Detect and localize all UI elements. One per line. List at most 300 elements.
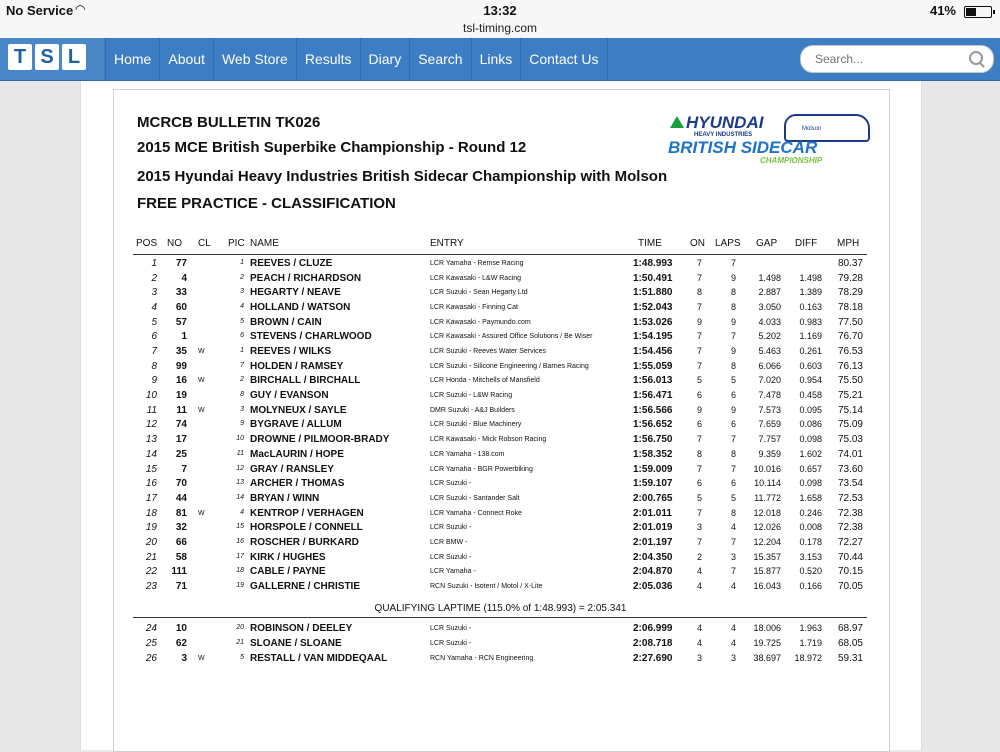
cell-laps: 6 <box>730 390 736 401</box>
cell-pic: 15 <box>236 523 244 531</box>
cell-gap: 6.066 <box>758 360 781 371</box>
cell-laps: 8 <box>730 448 736 459</box>
cell-time: 2:01.197 <box>633 536 673 548</box>
table-row <box>0 638 1000 653</box>
cell-mph: 75.09 <box>837 419 863 431</box>
cell-on: 3 <box>696 652 702 663</box>
cell-mph: 77.50 <box>837 316 863 328</box>
tsl-logo[interactable] <box>0 38 104 80</box>
cell-entry: LCR Suzuki - Santander Salt <box>430 494 520 502</box>
cell-no: 33 <box>175 287 187 299</box>
cell-no: 3 <box>181 652 187 664</box>
cell-on: 7 <box>696 360 702 371</box>
cell-name: REEVES / WILKS <box>250 346 332 358</box>
table-row <box>0 449 1000 464</box>
cell-pic: 7 <box>240 361 244 369</box>
cell-laps: 7 <box>730 463 736 474</box>
cell-mph: 72.27 <box>837 536 863 548</box>
cell-pos: 5 <box>151 316 157 328</box>
cell-gap: 2.887 <box>758 287 781 298</box>
cell-pos: 9 <box>151 375 157 387</box>
cell-name: RESTALL / VAN MIDDEQAAL <box>250 652 388 664</box>
cell-no: 111 <box>171 566 187 578</box>
table-row <box>0 346 1000 361</box>
cell-on: 8 <box>696 448 702 459</box>
cell-pic: 9 <box>240 420 244 428</box>
cell-gap: 9.359 <box>758 448 781 459</box>
col-time: TIME <box>638 238 662 249</box>
cell-name: BIRCHALL / BIRCHALL <box>250 375 361 387</box>
nav-menu <box>105 38 608 80</box>
cell-entry: LCR Yamaha - Remse Racing <box>430 260 524 267</box>
cell-time: 2:05.036 <box>633 580 673 592</box>
search-box[interactable] <box>800 45 994 73</box>
cell-diff: 3.153 <box>799 551 822 562</box>
table-row <box>0 302 1000 317</box>
wifi-icon: ◠ <box>75 2 86 16</box>
cell-pic: 1 <box>240 347 244 355</box>
cell-entry: RCN Suzuki - Isotent / Motol / X-Lite <box>430 582 543 590</box>
cell-name: DROWNE / PILMOOR-BRADY <box>250 434 390 446</box>
cell-pic: 8 <box>240 391 244 399</box>
cell-on: 7 <box>696 302 702 313</box>
cell-gap: 11.772 <box>754 492 781 503</box>
cell-time: 2:04.350 <box>633 551 673 563</box>
championship-logo <box>666 110 871 170</box>
table-row <box>0 623 1000 638</box>
cell-mph: 78.29 <box>837 287 863 299</box>
cell-pic: 19 <box>236 581 244 589</box>
cell-diff: 1.389 <box>799 287 822 298</box>
cell-laps: 3 <box>730 551 736 562</box>
cell-time: 2:01.011 <box>633 507 672 519</box>
table-row <box>0 581 1000 596</box>
cell-pos: 6 <box>151 331 157 343</box>
col-entry: ENTRY <box>430 238 464 249</box>
cell-mph: 78.18 <box>837 302 863 314</box>
cell-gap: 15.357 <box>753 551 781 562</box>
cell-mph: 75.50 <box>837 375 863 387</box>
cell-pos: 2 <box>151 272 157 284</box>
cell-laps: 3 <box>730 652 736 663</box>
cell-pic: 12 <box>236 464 244 472</box>
cell-pic: 2 <box>240 273 244 281</box>
cell-no: 16 <box>175 375 187 387</box>
cell-mph: 70.44 <box>837 551 863 563</box>
cell-name: CABLE / PAYNE <box>250 566 326 578</box>
cell-no: 17 <box>175 434 187 446</box>
cell-gap: 7.757 <box>758 434 781 445</box>
cell-mph: 72.53 <box>837 492 863 504</box>
cell-laps: 9 <box>730 404 736 415</box>
cell-on: 7 <box>696 463 702 474</box>
cell-pos: 19 <box>145 522 157 534</box>
cell-diff: 0.163 <box>799 302 822 313</box>
cell-entry: LCR Suzuki - <box>430 639 472 647</box>
cell-time: 1:56.566 <box>633 404 673 416</box>
nav-search[interactable]: Search <box>409 38 470 80</box>
cell-pos: 24 <box>145 623 157 634</box>
cell-on: 2 <box>696 551 702 562</box>
cell-no: 60 <box>175 302 187 314</box>
cell-diff: 1.719 <box>799 637 822 648</box>
cell-no: 1 <box>181 331 187 343</box>
col-pos: POS <box>136 238 158 249</box>
cell-entry: DMR Suzuki - A&J Builders <box>430 406 515 414</box>
cell-pic: 1 <box>240 259 244 266</box>
cell-pic: 6 <box>240 332 244 340</box>
qualifying-laptime-note: QUALIFYING LAPTIME (115.0% of 1:48.993) = 2:05.341 <box>374 603 627 614</box>
table-row <box>0 493 1000 508</box>
cell-entry: LCR Suzuki - Reeves Water Services <box>430 348 547 356</box>
cell-gap: 10.016 <box>753 463 781 474</box>
cell-pos: 22 <box>145 566 157 578</box>
cell-no: 66 <box>175 536 187 548</box>
cell-no: 44 <box>175 492 187 504</box>
cell-gap: 5.463 <box>758 346 781 357</box>
cell-laps: 4 <box>730 637 736 648</box>
cell-no: 32 <box>175 522 187 534</box>
cell-name: MacLAURIN / HOPE <box>250 448 344 460</box>
cell-gap: 1.498 <box>758 272 781 283</box>
cell-time: 1:55.059 <box>633 360 673 372</box>
cell-entry: LCR Suzuki - <box>430 553 472 561</box>
cell-name: GRAY / RANSLEY <box>250 463 334 475</box>
cell-laps: 7 <box>730 566 736 577</box>
table-row <box>0 478 1000 493</box>
logo-letter: S <box>35 44 59 70</box>
cell-diff: 1.498 <box>799 272 822 283</box>
logo-molson-text: Molson <box>802 126 822 132</box>
cell-mph: 76.13 <box>837 360 863 372</box>
clock-text: 13:32 <box>483 3 517 18</box>
col-gap: GAP <box>756 238 778 249</box>
cell-entry: LCR Honda - Mitchells of Mansfield <box>430 377 540 385</box>
table-row <box>0 375 1000 390</box>
cell-pic: 2 <box>240 376 244 384</box>
cell-name: HOLDEN / RAMSEY <box>250 360 344 372</box>
cell-no: 77 <box>175 258 187 269</box>
cell-cl: W <box>198 348 205 356</box>
cell-time: 1:59.009 <box>633 463 673 475</box>
cell-pic: 3 <box>240 405 244 413</box>
cell-diff: 0.603 <box>799 360 822 371</box>
cell-diff: 0.983 <box>799 316 822 327</box>
cell-pos: 23 <box>145 580 157 592</box>
cell-no: 74 <box>175 419 187 431</box>
cell-cl: W <box>198 406 205 414</box>
cell-diff: 0.098 <box>799 434 822 445</box>
table-row <box>0 273 1000 288</box>
table-row <box>0 361 1000 376</box>
cell-on: 8 <box>696 287 702 298</box>
cell-no: 35 <box>175 346 187 358</box>
nav-web-store[interactable]: Web Store <box>213 38 296 80</box>
cell-cl: W <box>198 654 205 662</box>
cell-entry: LCR Suzuki - Sean Hegarty Ltd <box>430 289 528 297</box>
col-mph: MPH <box>837 238 860 249</box>
cell-on: 7 <box>696 272 702 283</box>
table-row <box>0 464 1000 479</box>
search-icon[interactable] <box>969 51 983 65</box>
cell-entry: LCR Yamaha - Connect Roke <box>430 509 522 517</box>
cell-name: BROWN / CAIN <box>250 316 322 328</box>
cell-pos: 18 <box>145 507 157 519</box>
cell-mph: 74.01 <box>837 448 863 460</box>
event-title: 2015 MCE British Superbike Championship - Round 12 <box>137 139 527 156</box>
cell-diff: 0.458 <box>799 390 822 401</box>
cell-time: 1:56.013 <box>633 375 673 387</box>
cell-mph: 76.70 <box>837 331 863 343</box>
cell-no: 11 <box>176 404 187 416</box>
cell-pic: 5 <box>240 653 244 661</box>
site-navbar <box>0 38 1000 81</box>
cell-on: 7 <box>696 536 702 547</box>
cell-mph: 73.60 <box>837 463 863 475</box>
cell-laps: 9 <box>730 316 736 327</box>
nav-about[interactable]: About <box>159 38 213 80</box>
cell-diff: 0.657 <box>799 463 822 474</box>
cell-mph: 59.31 <box>837 652 863 664</box>
logo-letter: L <box>62 44 86 70</box>
cell-no: 10 <box>175 623 187 634</box>
cell-on: 4 <box>696 566 702 577</box>
cell-no: 25 <box>175 448 187 460</box>
cell-on: 4 <box>696 637 702 648</box>
cell-pic: 17 <box>236 552 244 560</box>
cell-name: PEACH / RICHARDSON <box>250 272 362 284</box>
cell-pos: 15 <box>145 463 157 475</box>
cell-pic: 3 <box>240 288 244 296</box>
cell-diff: 0.095 <box>799 404 822 415</box>
cell-time: 1:58.352 <box>633 448 673 460</box>
cell-mph: 70.05 <box>837 580 863 592</box>
cell-pos: 4 <box>151 302 157 314</box>
cell-gap: 5.202 <box>758 331 781 342</box>
cell-pos: 16 <box>145 478 157 490</box>
nav-contact-us[interactable]: Contact Us <box>520 38 607 80</box>
cell-mph: 72.38 <box>837 522 863 534</box>
url-bar[interactable]: tsl-timing.com <box>0 22 1000 38</box>
logo-british-sidecar-text: BRITISH SIDECAR <box>668 138 818 157</box>
col-name: NAME <box>250 238 279 249</box>
cell-time: 2:08.718 <box>633 637 673 649</box>
cell-laps: 4 <box>730 580 736 591</box>
cell-cl: W <box>198 377 205 385</box>
battery-percent: 41% <box>929 3 956 18</box>
cell-mph: 75.21 <box>837 390 863 402</box>
nav-home[interactable]: Home <box>105 38 159 80</box>
cell-on: 3 <box>696 522 702 533</box>
cell-no: 19 <box>175 390 187 402</box>
header-divider <box>133 254 867 255</box>
cell-diff: 0.086 <box>799 419 822 430</box>
cell-pic: 18 <box>236 567 244 575</box>
cell-entry: LCR Kawasaki - Finning Cat <box>430 304 518 312</box>
cell-name: HOLLAND / WATSON <box>250 302 351 314</box>
cell-mph: 80.37 <box>837 258 863 269</box>
cell-laps: 7 <box>730 331 736 342</box>
search-input[interactable] <box>813 51 967 67</box>
cell-name: BYGRAVE / ALLUM <box>250 419 342 431</box>
cell-time: 1:56.471 <box>633 390 673 402</box>
cell-laps: 8 <box>730 302 736 313</box>
cell-laps: 5 <box>730 492 736 503</box>
cell-on: 6 <box>696 478 702 489</box>
cell-pic: 4 <box>240 508 244 516</box>
cell-pos: 13 <box>145 434 157 446</box>
table-row <box>0 552 1000 567</box>
table-row <box>0 287 1000 302</box>
hyundai-logo-triangle <box>670 116 684 128</box>
table-row <box>0 419 1000 434</box>
cell-no: 99 <box>175 360 187 372</box>
cell-name: KENTROP / VERHAGEN <box>250 507 364 519</box>
cell-mph: 70.15 <box>837 566 863 578</box>
cell-time: 1:53.026 <box>633 316 673 328</box>
cell-time: 2:04.870 <box>633 566 673 578</box>
cell-name: SLOANE / SLOANE <box>250 637 342 649</box>
cell-time: 1:59.107 <box>633 478 673 490</box>
cell-on: 7 <box>696 507 702 518</box>
table-row <box>0 522 1000 537</box>
cell-on: 7 <box>696 331 702 342</box>
cell-on: 9 <box>696 316 702 327</box>
cell-pos: 20 <box>145 536 157 548</box>
table-row <box>0 566 1000 581</box>
table-row <box>0 390 1000 405</box>
cell-entry: LCR Suzuki - Blue Machinery <box>430 421 522 429</box>
cell-entry: RCN Yamaha - RCN Engineering <box>430 654 534 662</box>
cell-pos: 26 <box>145 652 157 664</box>
cell-gap: 10.114 <box>754 478 781 489</box>
cell-time: 1:54.456 <box>633 346 673 358</box>
cell-pic: 16 <box>236 537 244 545</box>
cell-mph: 75.14 <box>837 404 863 416</box>
cell-diff: 18.972 <box>794 652 822 663</box>
cell-time: 1:56.750 <box>633 434 673 446</box>
cell-name: HEGARTY / NEAVE <box>250 287 341 299</box>
cell-pic: 14 <box>236 493 244 501</box>
cell-cl: W <box>198 509 205 517</box>
cell-mph: 76.53 <box>837 346 863 358</box>
cell-gap: 7.659 <box>758 419 781 430</box>
cell-entry: LCR Kawasaki - Paymundo.com <box>430 318 531 326</box>
cell-time: 2:00.765 <box>633 492 673 504</box>
cell-no: 81 <box>175 507 187 519</box>
table-row <box>0 537 1000 552</box>
cell-name: REEVES / CLUZE <box>250 258 333 269</box>
cell-mph: 79.28 <box>837 272 863 284</box>
cell-diff: 0.178 <box>799 536 822 547</box>
nav-diary[interactable]: Diary <box>360 38 410 80</box>
cell-pic: 13 <box>236 479 244 487</box>
cell-name: GALLERNE / CHRISTIE <box>250 580 361 592</box>
cell-pos: 25 <box>145 637 157 649</box>
cell-pos: 10 <box>145 390 157 402</box>
cell-gap: 12.018 <box>753 507 781 518</box>
cell-mph: 73.54 <box>837 478 863 490</box>
cell-name: KIRK / HUGHES <box>250 551 326 563</box>
cell-gap: 38.697 <box>753 652 781 663</box>
cell-pic: 20 <box>236 624 244 631</box>
cell-pos: 1 <box>151 258 157 269</box>
qualifying-divider <box>133 617 867 618</box>
cell-entry: LCR Suzuki - L&W Racing <box>430 392 513 400</box>
cell-pos: 8 <box>151 360 157 372</box>
cell-on: 7 <box>696 258 702 268</box>
table-header <box>0 238 1000 253</box>
cell-time: 2:01.019 <box>633 522 673 534</box>
cell-entry: LCR Kawasaki - Assured Office Solutions / Be Wiser <box>430 333 593 341</box>
logo-letter: T <box>8 44 32 70</box>
cell-time: 1:48.993 <box>633 258 673 269</box>
cell-diff: 0.520 <box>799 566 822 577</box>
cell-time: 2:27.690 <box>633 652 673 664</box>
cell-diff: 0.098 <box>799 478 822 489</box>
cell-pic: 5 <box>240 317 244 325</box>
cell-entry: LCR Kawasaki - L&W Racing <box>430 274 522 282</box>
cell-laps: 8 <box>730 287 736 298</box>
cell-no: 62 <box>175 637 187 649</box>
table-row <box>0 317 1000 332</box>
cell-gap: 7.478 <box>758 390 781 401</box>
bulletin-title: MCRCB BULLETIN TK026 <box>137 114 321 131</box>
cell-entry: LCR Suzuki - <box>430 480 472 488</box>
cell-on: 5 <box>696 492 702 503</box>
cell-diff: 1.169 <box>799 331 822 342</box>
cell-entry: LCR Yamaha - <box>430 568 476 576</box>
cell-laps: 9 <box>730 272 736 283</box>
battery-icon <box>964 6 992 18</box>
table-row <box>0 258 1000 273</box>
nav-links[interactable]: Links <box>471 38 521 80</box>
cell-pos: 11 <box>146 404 157 416</box>
logo-championship-text: CHAMPIONSHIP <box>760 156 823 165</box>
cell-entry: LCR Suzuki - <box>430 625 472 632</box>
cell-time: 1:56.652 <box>633 419 673 431</box>
cell-gap: 7.020 <box>758 375 781 386</box>
cell-gap: 3.050 <box>758 302 781 313</box>
cell-diff: 0.261 <box>799 346 822 357</box>
cell-on: 7 <box>696 434 702 445</box>
cell-on: 4 <box>696 623 702 633</box>
cell-time: 1:50.491 <box>633 272 673 284</box>
cell-on: 7 <box>696 346 702 357</box>
cell-entry: LCR Yamaha - BGR Powerbiking <box>430 465 533 473</box>
cell-gap: 15.877 <box>753 566 781 577</box>
cell-entry: LCR Yamaha - 138.com <box>430 450 505 458</box>
cell-mph: 68.05 <box>837 637 863 649</box>
cell-pos: 3 <box>151 287 157 299</box>
cell-entry: LCR BMW - <box>430 538 468 546</box>
cell-gap: 7.573 <box>758 404 781 415</box>
cell-pic: 11 <box>236 449 244 457</box>
col-pic: PIC <box>228 238 245 249</box>
championship-title: 2015 Hyundai Heavy Industries British Sidecar Championship with Molson <box>137 168 668 185</box>
cell-on: 9 <box>696 404 702 415</box>
cell-laps: 6 <box>730 478 736 489</box>
col-on: ON <box>690 238 705 249</box>
cell-entry: LCR Suzuki - Silicone Engineering / Barnes Racing <box>430 362 589 370</box>
cell-no: 4 <box>181 272 187 284</box>
nav-results[interactable]: Results <box>296 38 360 80</box>
cell-on: 6 <box>696 419 702 430</box>
cell-mph: 68.97 <box>837 623 863 634</box>
cell-no: 70 <box>175 478 187 490</box>
col-diff: DIFF <box>795 238 818 249</box>
cell-pos: 12 <box>145 419 157 431</box>
